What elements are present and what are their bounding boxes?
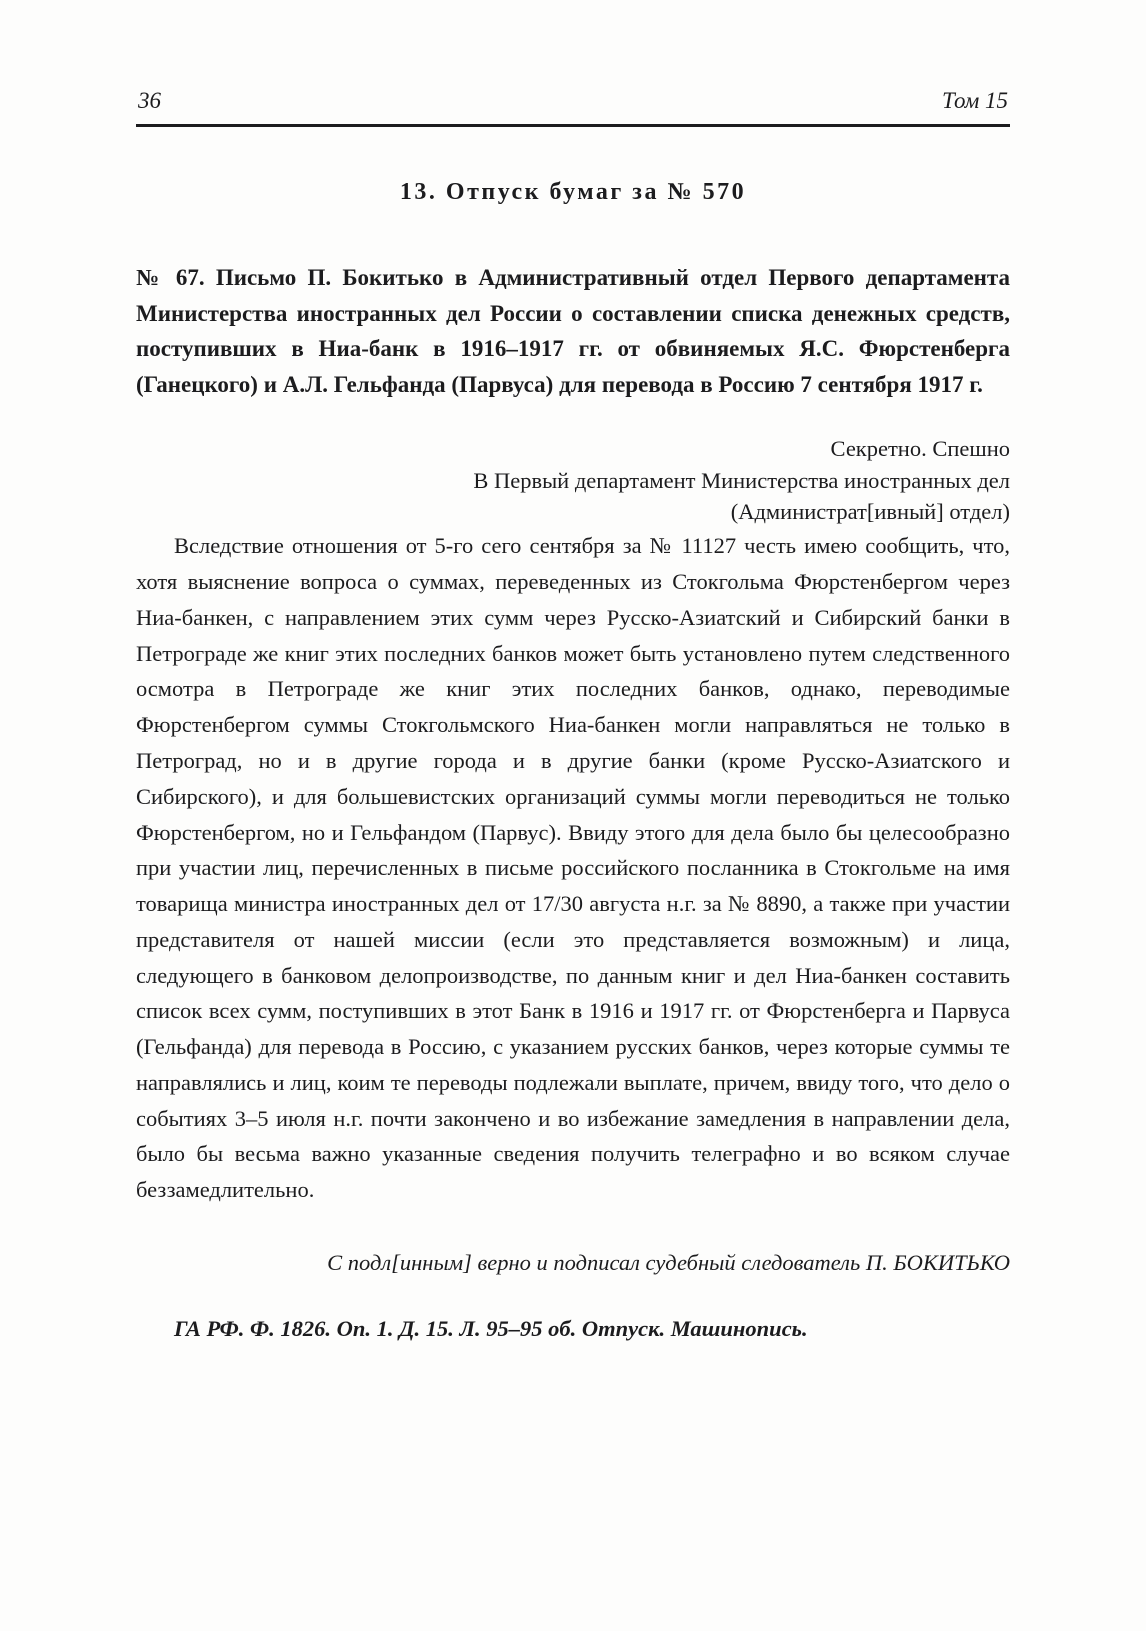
document-body-paragraph: Вследствие отношения от 5-го сего сентября за № 11127 честь имею сообщить, что, хотя выяснение вопроса о суммах, переведенных из Стокгольма Фюрстенбергом через Ниа-банкен, с направлением этих сумм через Русско-Азиатский и Сибирский банки в Петрограде же книг этих последних банков может быть установлено путем следственного осмотра в Петрограде же книг этих последних банков, однако, переводимые Фюрстенбергом суммы Стокгольмского Ниа-банкен могли направляться не только в Петроград, но и в другие города и в другие банки (кроме Русско-Азиатского и Сибирского), и для большевистских организаций суммы могли переводиться не только Фюрстенбергом, но и Гельфандом (Парвус). Ввиду этого для дела было бы целесообразно при участии лиц, перечисленных в письме российского посланника в Стокгольме на имя товарища министра иностранных дел от 17/30 августа н.г. за № 8890, а также при участии представителя от нашей миссии (если это представляется возможным) и лица, следующего в банковом делопроизводстве, по данным книг и дел Ниа-банкен составить список всех сумм, поступивших в этот Банк в 1916 и 1917 гг. от Фюрстенберга и Парвуса (Гельфанда) для перевода в Россию, с указанием русских банков, через которые суммы те направлялись и лиц, коим те переводы подлежали выплате, причем, ввиду того, что дело о событиях 3–5 июля н.г. почти закончено и во избежание замедления в направлении дела, было бы весьма важно указанные сведения получить телеграфно и во всяком случае беззамедлительно. xyxy=(136,533,1010,1203)
header-rule xyxy=(136,124,1010,127)
document-header-line-department: (Администрат[ивный] отдел) xyxy=(730,499,1010,525)
page-number: 36 xyxy=(138,88,161,113)
archive-reference: ГА РФ. Ф. 1826. Оп. 1. Д. 15. Л. 95–95 об. Отпуск. Машинопись. xyxy=(174,1315,808,1341)
document-header-line-addressee: В Первый департамент Министерства иностранных дел xyxy=(473,467,1010,493)
document-title: № 67. Письмо П. Бокитько в Административный отдел Первого департамента Министерства иностранных дел России о составлении списка денежных средств, поступивших в Ниа-банк в 1916–1917 гг. от обвиняемых Я.С. Фюрстенберга (Ганецкого) и А.Л. Гельфанда (Парвуса) для перевода в Россию 7 сентября 1917 г. xyxy=(136,265,1010,397)
volume-label: Том 15 xyxy=(941,88,1008,113)
running-head xyxy=(136,88,1010,122)
document-header-line-secrecy: Секретно. Спешно xyxy=(830,435,1010,461)
document-header-block xyxy=(136,433,1010,529)
section-heading: 13. Отпуск бумаг за № 570 xyxy=(399,179,747,205)
signature-line: С подл[инным] верно и подписал судебный следователь П. БОКИТЬКО xyxy=(327,1249,1010,1275)
